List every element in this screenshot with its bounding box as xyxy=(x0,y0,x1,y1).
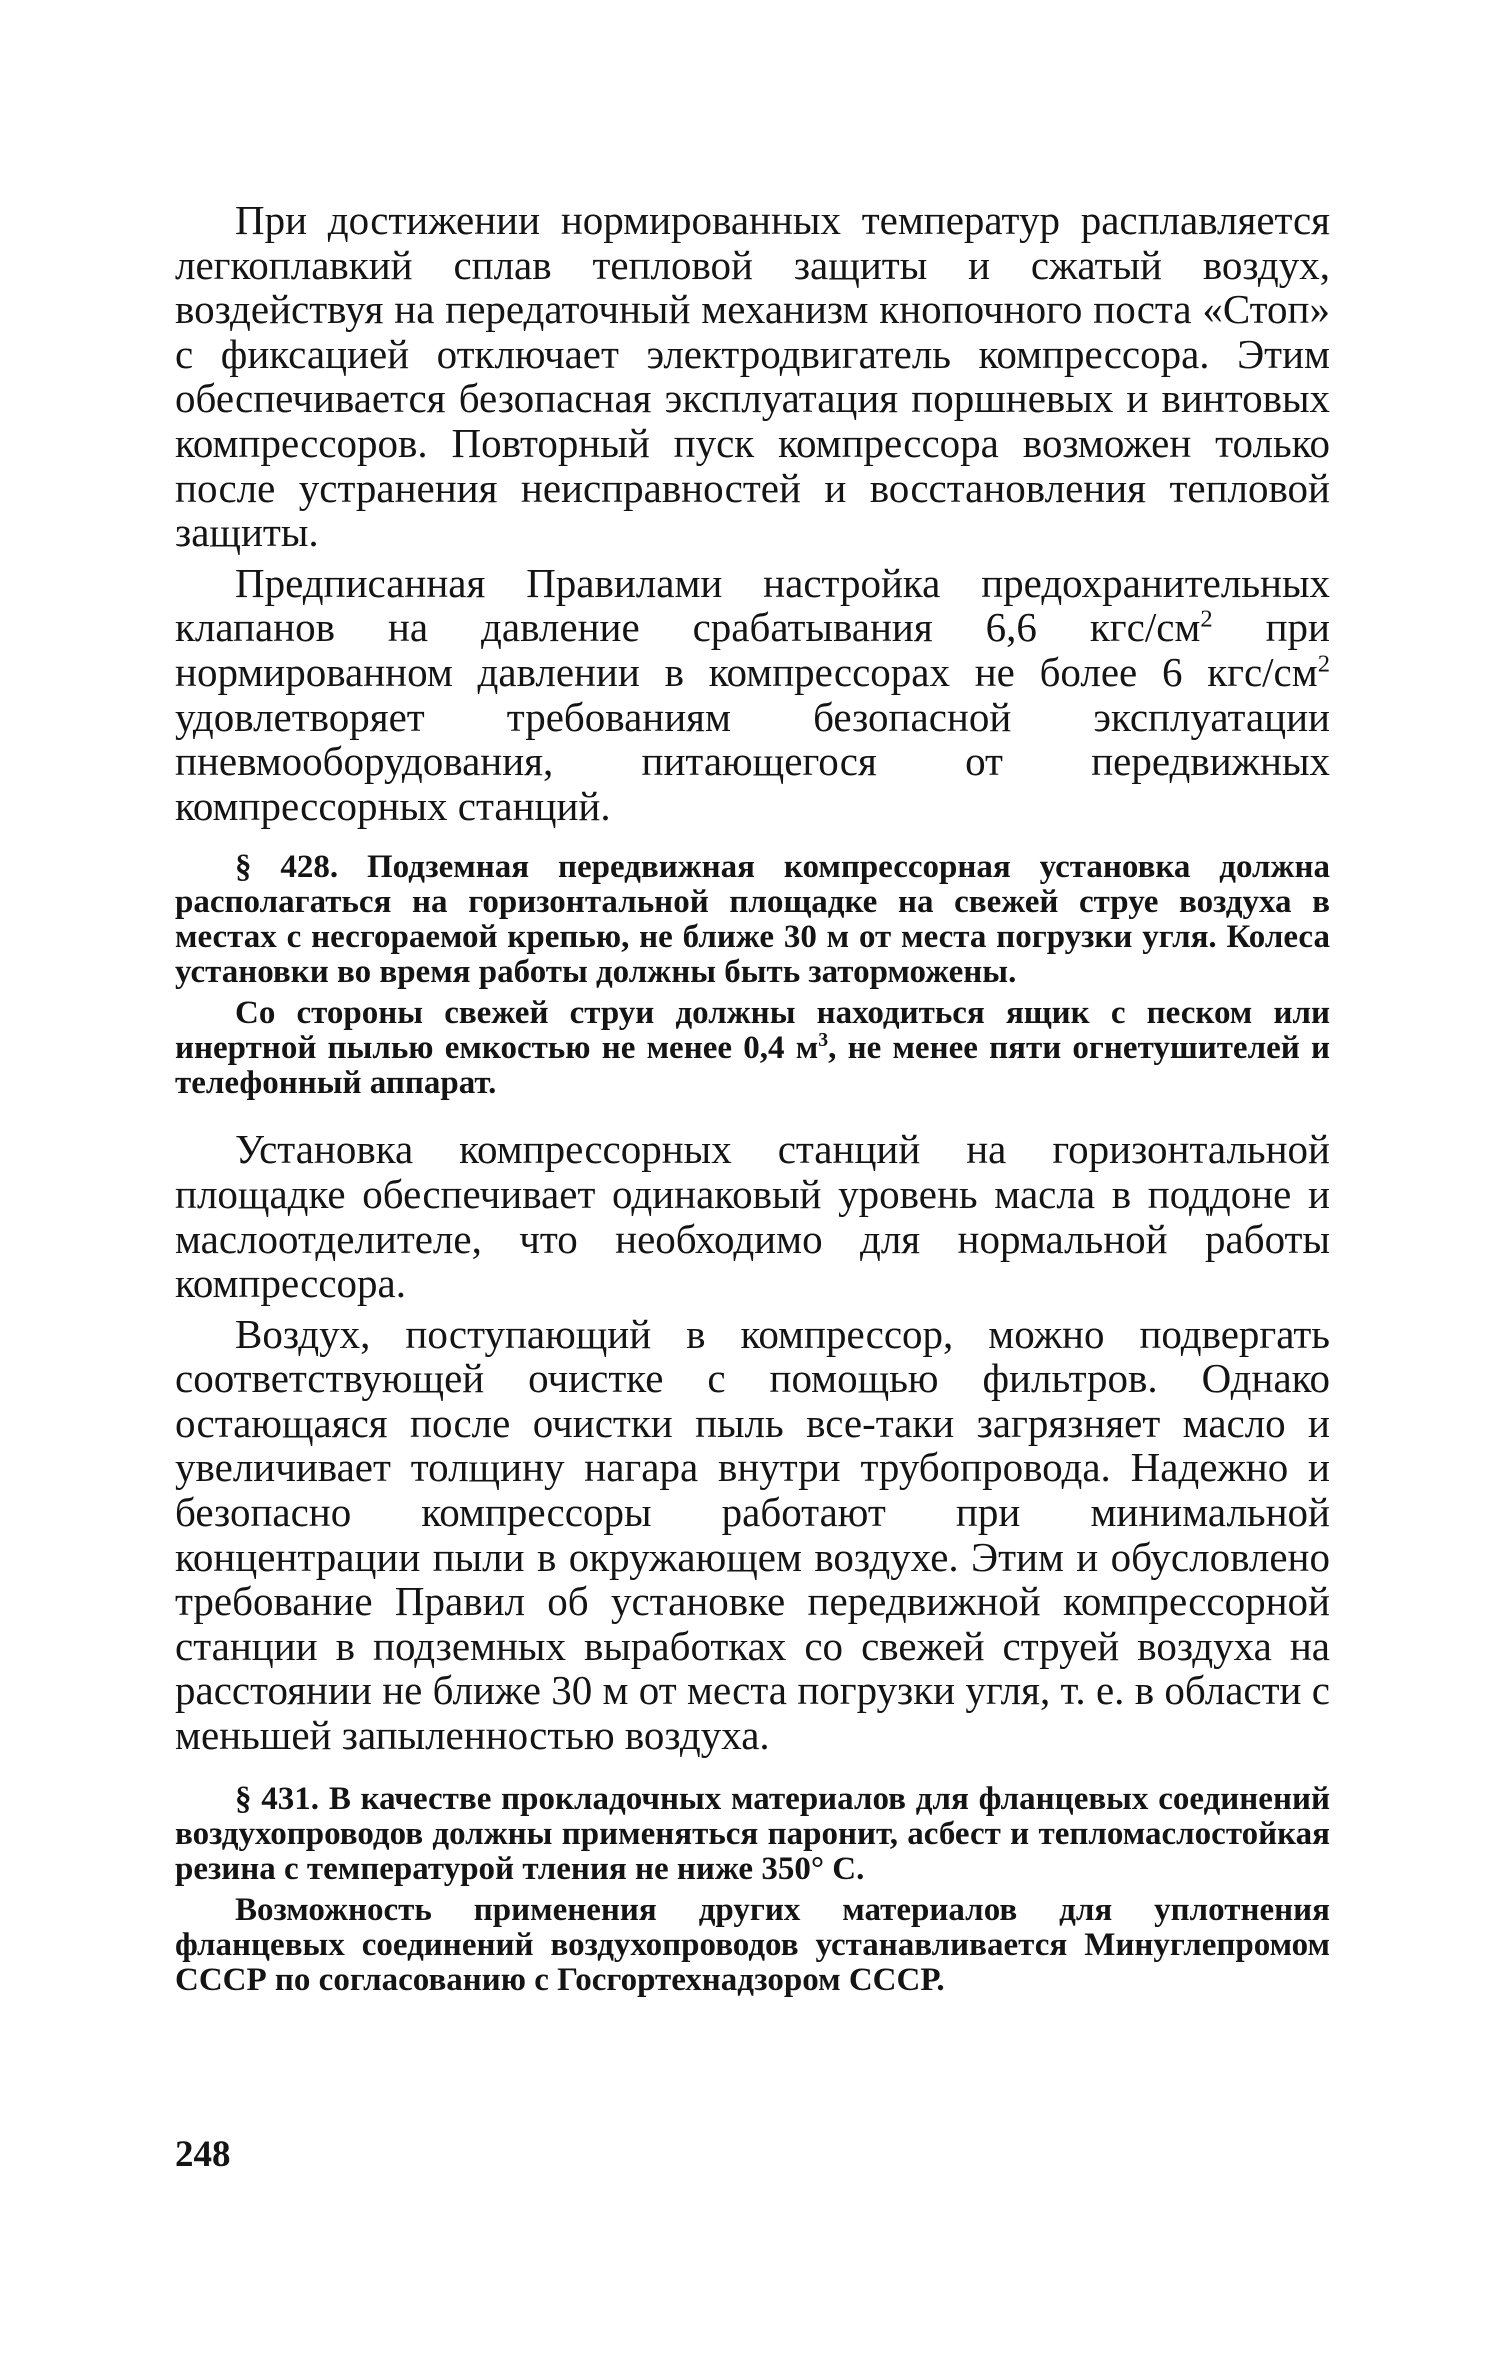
rule-428-continuation-part-1: Со стороны свежей струи должны находиться ящик с песком или инертной пылью емкостью не менее 0,4 м xyxy=(175,995,1330,1067)
paragraph-air-filtration: Воздух, поступающий в компрессор, можно подвергать соответствующей очистке с помощью фильтров. Однако остающаяся после очистки пыль все-таки загрязняет масло и увеличивает толщину нагара внутри трубопровода. Надежно и безопасно компрессоры работают при минимальной концентрации пыли в окружающем воздухе. Этим и обусловлено требование Правил об установке передвижной компрессорной станции в подземных выработках со свежей струей воздуха на расстоянии не ближе 30 м от места погрузки угля, т. е. в области с меньшей запыленностью воздуха. xyxy=(175,1310,1330,1759)
page-number: 248 xyxy=(175,2134,231,2175)
superscript-square: 2 xyxy=(1317,650,1330,678)
rule-431: § 431. В качестве прокладочных материалов для фланцевых соединений воздухопроводов должны применяться паронит, асбест и тепломаслостойкая резина с температурой тления не ниже 350° С. xyxy=(175,1780,1330,1887)
rule-428-continuation-part-2: , не менее пяти огнетушителей и телефонный аппарат. xyxy=(175,1030,1330,1102)
paragraph-safety-valves xyxy=(175,561,1330,829)
superscript-square: 2 xyxy=(1200,605,1213,633)
paragraph-safety-valves-part-2: при нормированном давлении в компрессорах не более 6 кгс/см xyxy=(175,604,1330,695)
superscript-cube: 3 xyxy=(818,1029,829,1052)
paragraph-horizontal-installation: Установка компрессорных станций на горизонтальной площадке обеспечивает одинаковый уровень масла в поддоне и маслоотделителе, что необходимо для нормальной работы компрессора. xyxy=(175,1126,1330,1307)
page-body xyxy=(175,198,1330,1998)
paragraph-safety-valves-part-3: удовлетворяет требованиям безопасной эксплуатации пневмооборудования, питающегося от передвижных компрессорных станций. xyxy=(175,693,1330,829)
paragraph-thermal-protection: При достижении нормированных температур расплавляется легкоплавкий сплав тепловой защиты и сжатый воздух, воздействуя на передаточный механизм кнопочного поста «Стоп» с фиксацией отключает электродвигатель компрессора. Этим обеспечивается безопасная эксплуатация поршневых и винтовых компрессоров. Повторный пуск компрессора возможен только после устранения неисправностей и восстановления тепловой защиты. xyxy=(175,197,1330,556)
rule-431-continuation: Возможность применения других материалов для уплотнения фланцевых соединений воздухопроводов устанавливается Минуглепромом СССР по согласованию с Госгортехнадзором СССР. xyxy=(175,1891,1330,1998)
paragraph-safety-valves-part-1: Предписанная Правилами настройка предохранительных клапанов на давление срабатывания 6,6 кгс/см xyxy=(175,559,1330,651)
rule-428: § 428. Подземная передвижная компрессорная установка должна располагаться на горизонтальной площадке на свежей струе воздуха в местах с несгораемой крепью, не ближе 30 м от места погрузки угля. Колеса установки во время работы должны быть заторможены. xyxy=(175,849,1330,991)
rule-428-continuation xyxy=(175,996,1330,1101)
